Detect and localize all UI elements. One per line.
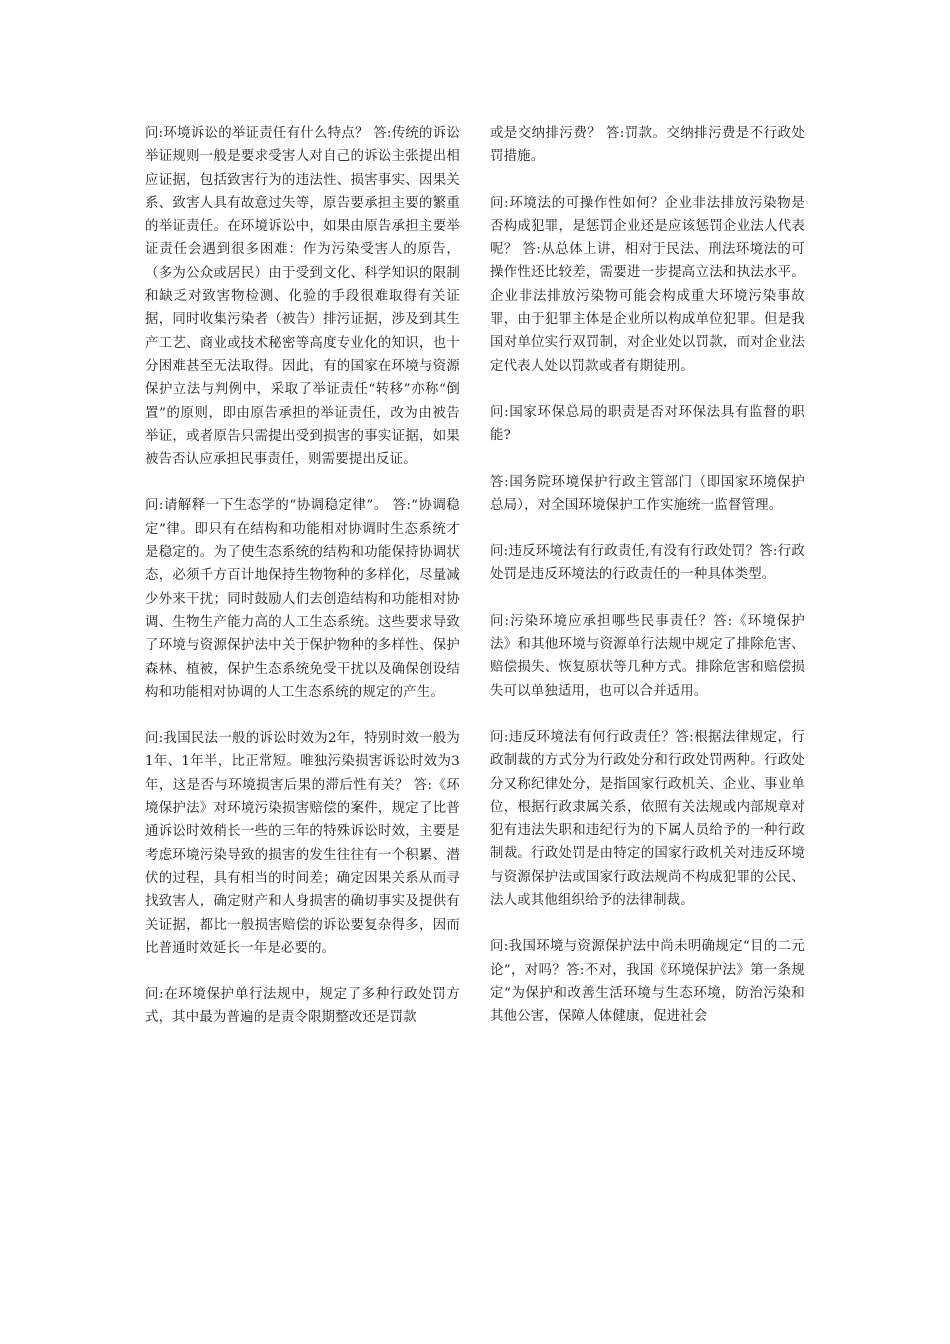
qa-paragraph-operability: 问:环境法的可操作性如何？企业非法排放污染物是否构成犯罪，是惩罚企业还是应该惩罚企业法人代表呢？ 答:从总体上讲，相对于民法、刑法环境法的可操作性还比较差，需要进一步提高立法和执法水平。企业非法排放污染物可能会构成重大环境污染事故罪，由于犯罪主体是企业所以构成单位犯罪。但是我国对单位实行双罚制，对企业处以罚款，而对企业法定代表人处以罚款或者有期徒刑。	[490, 195, 805, 374]
qa-paragraph-epa-answer: 答:国务院环境保护行政主管部门（即国家环境保护总局），对全国环境保护工作实施统一监督管理。	[490, 474, 805, 513]
qa-paragraph-administrative-penalties: 问:在环境保护单行法规中，规定了多种行政处罚方式，其中最为普遍的是责令限期整改还是罚款	[145, 987, 460, 1026]
qa-paragraph-dual-purpose-theory: 问:我国环境与资源保护法中尚未明确规定“目的二元论”，对吗？答:不对，我国《环境保护法》第一条规定“为保护和改善生活环境与生态环境，防治污染和其他公害，保障人体健康，促进社会	[490, 939, 805, 1025]
qa-paragraph-administrative-sanctions: 问:违反环境法有何行政责任？答:根据法律规定，行政制裁的方式分为行政处分和行政处罚两种。行政处分又称纪律处分，是指国家行政机关、企业、事业单位，根据行政隶属关系，依照有关法规或内部规章对犯有违法失职和违纪行为的下属人员给予的一种行政制裁。行政处罚是由特定的国家行政机关对违反环境与资源保护法或国家行政法规尚不构成犯罪的公民、法人或其他组织给予的法律制裁。	[490, 729, 805, 909]
qa-paragraph-statute-of-limitations: 问:我国民法一般的诉讼时效为2年，特别时效一般为1年、1年半，比正常短。唯独污染损害诉讼时效为3年，这是否与环境损害后果的滞后性有关？ 答:《环境保护法》对环境污染损害赔偿的案件，规定了比普通诉讼时效稍长一些的三年的特殊诉讼时效，主要是考虑环境污染导致的损害的发生往往有一个积累、潜伏的过程，具有相当的时间差；确定因果关系从而寻找致害人，确定财产和人身损害的确切事实及提供有关证据，都比一般损害赔偿的诉讼要复杂得多，因而比普通时效延长一年是必要的。	[145, 731, 460, 956]
qa-paragraph-coordination-law: 问:请解释一下生态学的“协调稳定律”。 答:“协调稳定”律。即只有在结构和功能相对协调时生态系统才是稳定的。为了使生态系统的结构和功能保持协调状态，必须千方百计地保持生物物种的多样化，尽量减少外来干扰；同时鼓励人们去创造结构和功能相对协调、生物生产能力高的人工生态系统。这些要求导致了环境与资源保护法中关于保护物种的多样性、保护森林、植被，保护生态系统免受干扰以及确保创设结构和功能相对协调的人工生态系统的规定的产生。	[145, 498, 460, 700]
qa-paragraph-burden-of-proof: 问:环境诉讼的举证责任有什么特点？ 答:传统的诉讼举证规则一般是要求受害人对自己的诉讼主张提出相应证据，包括致害行为的违法性、损害事实、因果关系、致害人具有故意过失等，原告要承担主要的繁重的举证责任。在环境诉讼中，如果由原告承担主要举证责任会遇到很多困难：作为污染受害人的原告，（多为公众或居民）由于受到文化、科学知识的限制和缺乏对致害物检测、化验的手段很难取得有关证据，同时收集污染者（被告）排污证据，涉及到其生产工艺、商业或技术秘密等高度专业化的知识，也十分困难甚至无法取得。因此，有的国家在环境与资源保护立法与判例中，采取了举证责任“转移”亦称“倒置”的原则，即由原告承担的举证责任，改为由被告举证，或者原告只需提出受到损害的事实证据，如果被告否认应承担民事责任，则需要提出反证。	[145, 126, 460, 468]
left-column	[145, 122, 460, 1053]
qa-paragraph-administrative-liability: 问:违反环境法有行政责任,有没有行政处罚？答:行政处罚是违反环境法的行政责任的一种具体类型。	[490, 544, 805, 583]
right-column	[490, 122, 805, 1052]
qa-paragraph-civil-liability: 问:污染环境应承担哪些民事责任？答:《环境保护法》和其他环境与资源单行法规中规定了排除危害、赔偿损失、恢复原状等几种方式。排除危害和赔偿损失可以单独适用，也可以合并适用。	[490, 613, 805, 699]
qa-paragraph-epa-question: 问:国家环保总局的职责是否对环保法具有监督的职能?	[490, 404, 805, 444]
qa-paragraph-continued-answer: 或是交纳排污费？ 答:罚款。交纳排污费是不行政处罚措施。	[490, 126, 805, 165]
